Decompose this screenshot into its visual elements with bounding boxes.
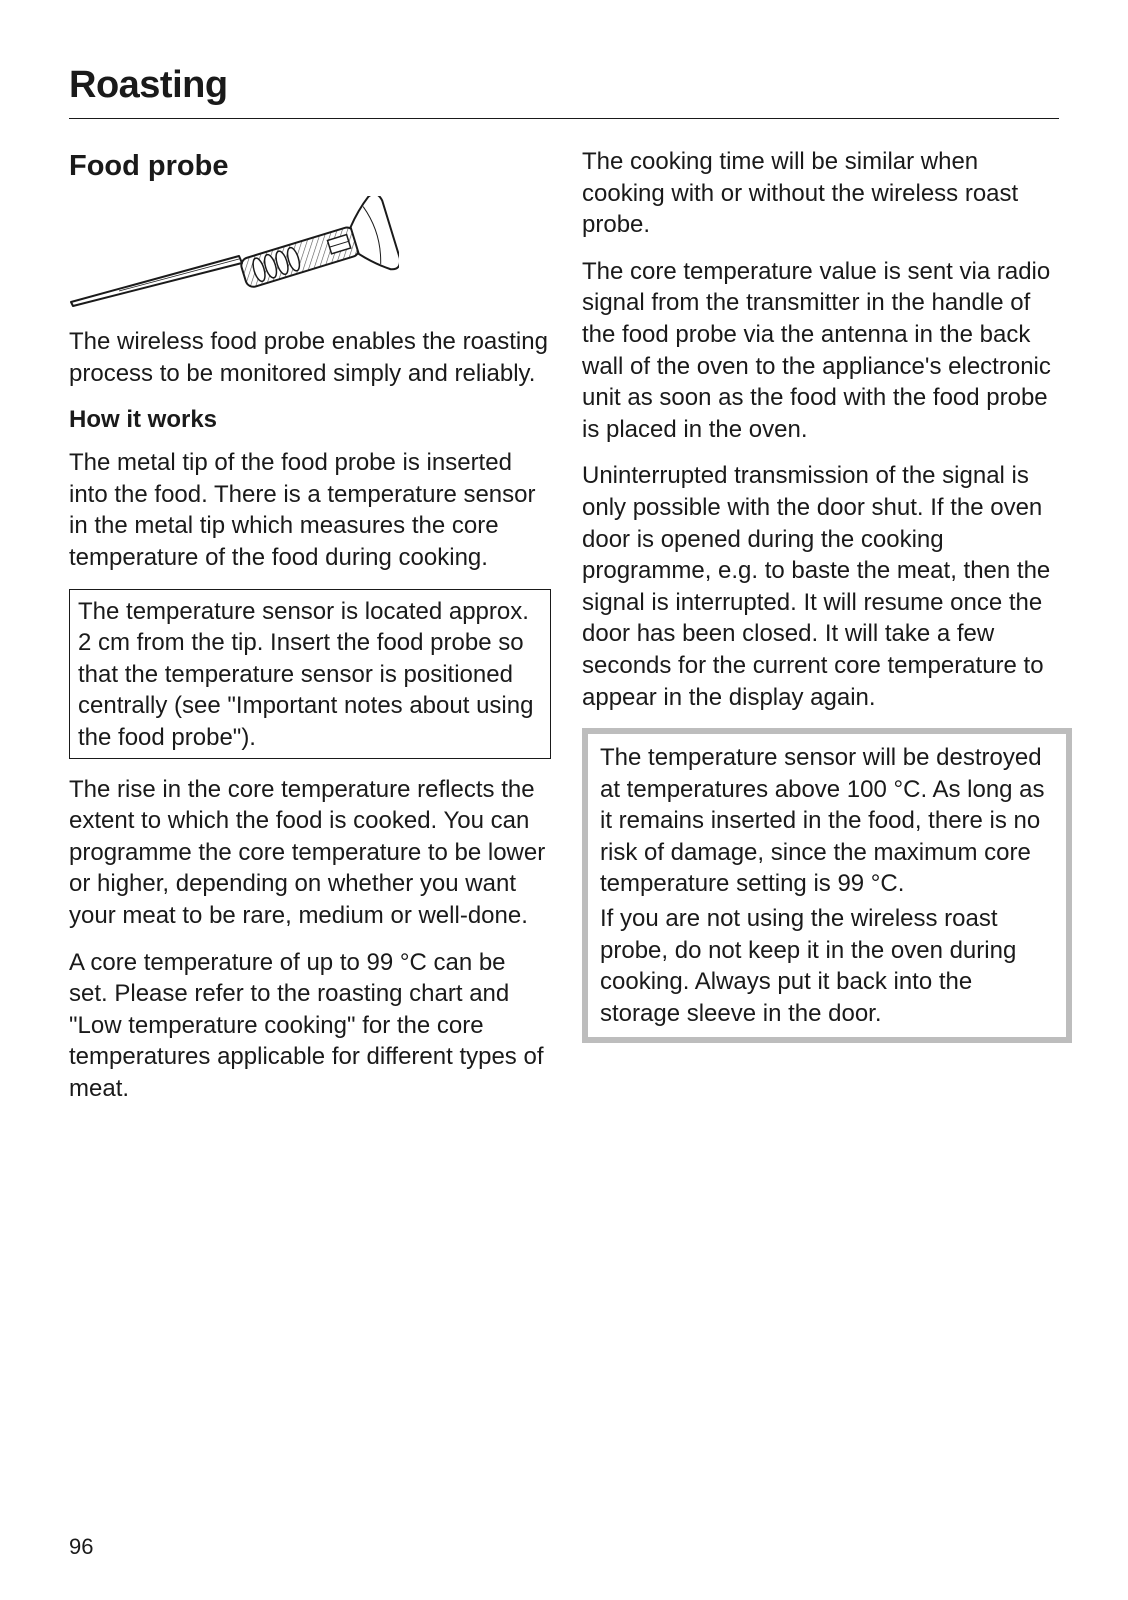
note-text: The temperature sensor is located approx. 2 cm from the tip. Insert the food probe so that the temperature sensor is positioned centrally (see "Important notes about using the food probe"). xyxy=(78,597,534,751)
intro-paragraph: The wireless food probe enables the roasting process to be monitored simply and reliably. xyxy=(69,328,548,387)
core-temperature-paragraph: A core temperature of up to 99 °C can be set. Please refer to the roasting chart and "Low temperature cooking" for the core temperatures applicable for different types of meat. xyxy=(69,948,544,1102)
warning-text-1: The temperature sensor will be destroyed at temperatures above 100 °C. As long as it remains inserted in the food, there is no risk of damage, since the maximum core temperature setting is 99 °C. xyxy=(600,744,1045,898)
header-divider xyxy=(69,118,1059,119)
food-probe-icon xyxy=(69,196,399,314)
note-box xyxy=(69,589,551,759)
page-title: Roasting xyxy=(69,64,228,106)
door-signal-paragraph: Uninterrupted transmission of the signal is only possible with the door shut. If the oven door is opened during the cooking programme, e.g. to baste the meat, then the signal is interrupted. It will resume once the door has been closed. It will take a few seconds for the current core temperature to appear in the display again. xyxy=(582,462,1051,711)
left-column xyxy=(69,146,549,1119)
warning-box xyxy=(582,728,1072,1043)
core-rise-paragraph: The rise in the core temperature reflects the extent to which the food is cooked. You can programme the core temperature to be lower or higher, depending on whether you want your meat to be rare, medium or well-done. xyxy=(69,775,546,929)
warning-text-2: If you are not using the wireless roast probe, do not keep it in the oven during cooking. Always put it back into the storage sleeve in the door. xyxy=(600,905,1017,1027)
page-number: 96 xyxy=(69,1534,94,1559)
section-title: Food probe xyxy=(69,150,229,182)
subheading-how-it-works: How it works xyxy=(69,406,218,434)
how-it-works-paragraph: The metal tip of the food probe is inserted into the food. There is a temperature sensor in the metal tip which measures the core temperature of the food during cooking. xyxy=(69,449,536,571)
cooking-time-paragraph: The cooking time will be similar when cooking with or without the wireless roast probe. xyxy=(582,148,1019,239)
right-column xyxy=(582,146,1066,1043)
radio-signal-paragraph: The core temperature value is sent via radio signal from the transmitter in the handle of the food probe via the antenna in the back wall of the oven to the appliance's electronic unit as soon as the food with the food probe is placed in the oven. xyxy=(582,257,1051,443)
